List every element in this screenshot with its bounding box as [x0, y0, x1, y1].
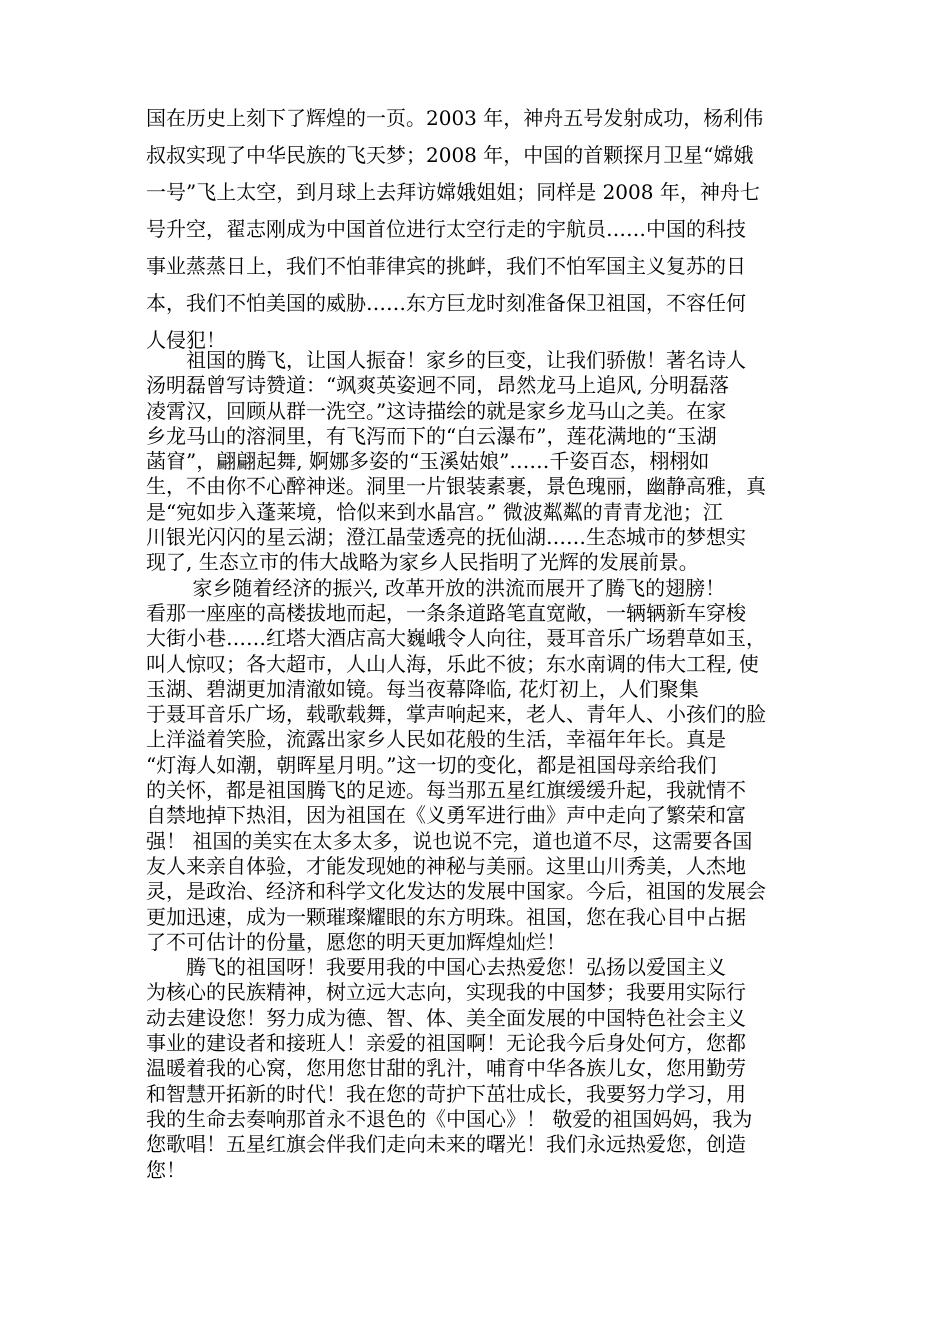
text-line: 家乡随着经济的振兴, 改革开放的洪流而展开了腾飞的翅膀！ — [146, 575, 726, 600]
text-line: 动去建设您！努力成为德、智、体、美全面发展的中国特色社会主义 — [146, 1005, 746, 1030]
text-line: 人侵犯！ — [146, 328, 226, 352]
paragraph-hometown — [146, 348, 814, 1183]
text-line: 和智慧开拓新的时代！我在您的苛护下茁壮成长，我要努力学习，用 — [146, 1081, 746, 1106]
text-line: 我的生命去奏响那首永不退色的《中国心》！ 敬爱的祖国妈妈，我为 — [146, 1106, 753, 1131]
text-line: 于聂耳音乐广场，载歌载舞，掌声响起来，老人、青年人、小孩们的脸 — [146, 702, 766, 727]
text-line: 友人来亲自体验，才能发现她的神秘与美丽。这里山川秀美，人杰地 — [146, 853, 746, 878]
text-line: 温暖着我的心窝，您用您甘甜的乳汁，哺育中华各族儿女，您用勤劳 — [146, 1056, 746, 1081]
text-line: 川银光闪闪的星云湖；澄江晶莹透亮的抚仙湖……生态城市的梦想实 — [146, 525, 746, 550]
text-line: 的关怀，都是祖国腾飞的足迹。每当那五星红旗缓缓升起，我就情不 — [146, 778, 746, 803]
text-line: 祖国的腾飞，让国人振奋！家乡的巨变，让我们骄傲！著名诗人 — [146, 348, 746, 372]
text-line: 一号”飞上太空，到月球上去拜访嫦娥姐姐；同样是 2008 年，神舟七 — [146, 180, 760, 204]
text-line: 更加迅速，成为一颗璀璨耀眼的东方明珠。祖国，您在我心目中占据 — [146, 904, 746, 929]
paragraph-spaceflight — [146, 100, 814, 359]
text-line: 上洋溢着笑脸，流露出家乡人民如花般的生活，幸福年年长。真是 — [146, 727, 726, 752]
text-line: 事业蒸蒸日上，我们不怕菲律宾的挑衅，我们不怕军国主义复苏的日 — [146, 254, 746, 278]
text-line: 玉湖、碧湖更加清澈如镜。每当夜幕降临, 花灯初上，人们聚集 — [146, 676, 699, 701]
text-line: 现了, 生态立市的伟大战略为家乡人民指明了光辉的发展前景。 — [146, 550, 699, 575]
text-line: 强！ 祖国的美实在太多太多，说也说不完，道也道不尽，这需要各国 — [146, 828, 753, 853]
text-line: 事业的建设者和接班人！亲爱的祖国啊！无论我今后身处何方，您都 — [146, 1031, 746, 1056]
text-line: 生，不由你不心醉神迷。洞里一片银装素裹，景色瑰丽，幽静高雅，真 — [146, 474, 766, 499]
text-line: 是“宛如步入蓬莱境，恰似来到水晶宫。” 微波粼粼的青青龙池；江 — [146, 499, 723, 524]
text-line: 大街小巷……红塔大酒店高大巍峨令人向往，聂耳音乐广场碧草如玉， — [146, 626, 766, 651]
text-line: 号升空，翟志刚成为中国首位进行太空行走的宇航员……中国的科技 — [146, 217, 746, 241]
text-line: 乡龙马山的溶洞里，有飞泻而下的“白云瀑布”，莲花满地的“玉湖 — [146, 423, 717, 448]
text-line: 您！ — [146, 1157, 186, 1182]
text-line: 自禁地掉下热泪，因为祖国在《义勇军进行曲》声中走向了繁荣和富 — [146, 803, 746, 828]
text-line: 菡窅”，翩翩起舞, 婀娜多姿的“玉溪姑娘”……千姿百态，栩栩如 — [146, 449, 710, 474]
text-line: “灯海人如潮，朝晖星月明。”这一切的变化，都是祖国母亲给我们 — [146, 752, 717, 777]
text-line: 本，我们不怕美国的威胁……东方巨龙时刻准备保卫祖国，不容任何 — [146, 291, 746, 315]
text-line: 您歌唱！五星红旗会伴我们走向未来的曙光！我们永远热爱您，创造 — [146, 1132, 746, 1157]
text-line: 看那一座座的高楼拔地而起，一条条道路笔直宽敞，一辆辆新车穿梭 — [146, 600, 746, 625]
text-line: 叔叔实现了中华民族的飞天梦；2008 年，中国的首颗探月卫星“嫦娥 — [146, 143, 754, 167]
text-line: 腾飞的祖国呀！我要用我的中国心去热爱您！弘扬以爱国主义 — [146, 955, 726, 980]
text-line: 了不可估计的份量，愿您的明天更加辉煌灿烂！ — [146, 929, 566, 954]
text-line: 凌霄汉，回顾从群一洗空。”这诗描绘的就是家乡龙马山之美。在家 — [146, 398, 727, 423]
text-line: 为核心的民族精神，树立远大志向，实现我的中国梦；我要用实际行 — [146, 980, 746, 1005]
text-line: 叫人惊叹；各大超市，人山人海，乐此不彼；东水南调的伟大工程, 使 — [146, 651, 759, 676]
text-line: 灵，是政治、经济和科学文化发达的发展中国家。今后，祖国的发展会 — [146, 879, 766, 904]
text-line: 国在历史上刻下了辉煌的一页。2003 年，神舟五号发射成功，杨利伟 — [146, 106, 764, 130]
text-line: 汤明磊曾写诗赞道：“飒爽英姿迥不同，昂然龙马上追风, 分明磊落 — [146, 373, 729, 398]
